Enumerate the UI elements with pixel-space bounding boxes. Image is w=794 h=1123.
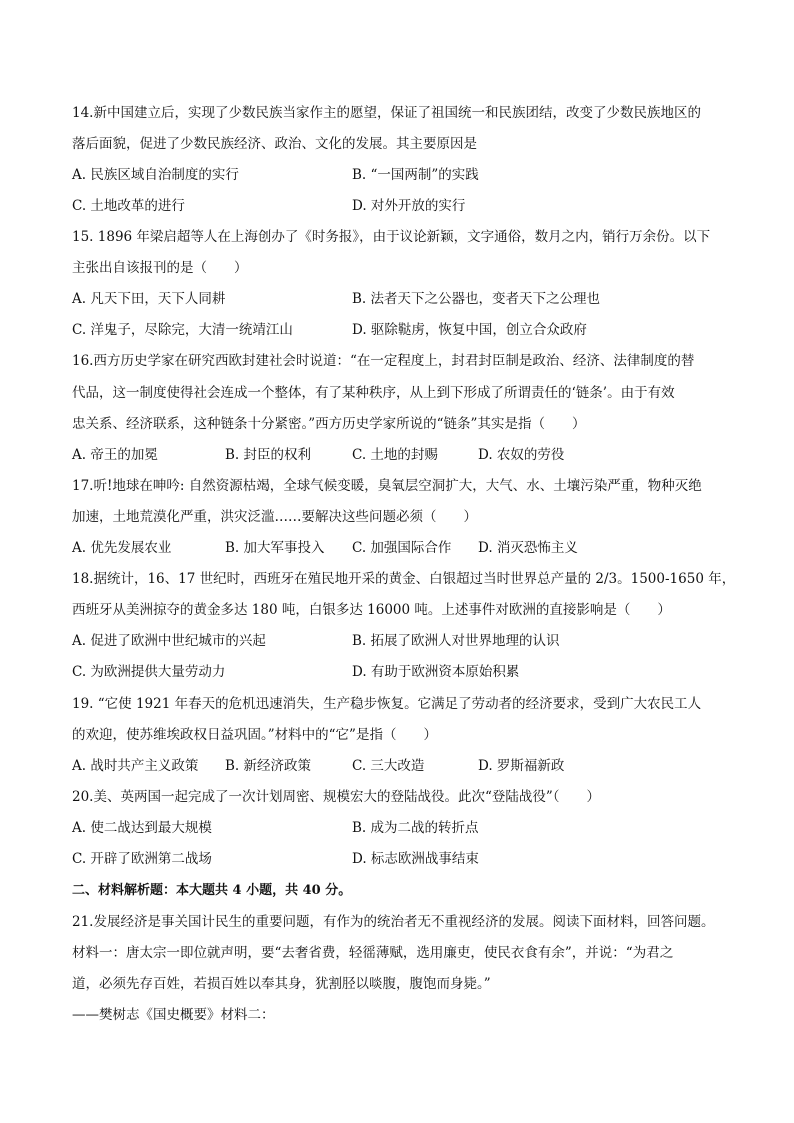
q14-stem-line-1: 14.新中国建立后，实现了少数民族当家作主的愿望，保证了祖国统一和民族团结，改变了少数民族地区的 <box>72 105 701 121</box>
q18-option-c: C. 为欧洲提供大量劳动力 <box>72 664 226 680</box>
q17-option-b: B. 加大军事投入 <box>225 540 325 556</box>
q21-source-line: ——樊树志《国史概要》材料二： <box>72 1007 275 1023</box>
q18-option-b: B. 拓展了欧洲人对世界地理的认识 <box>352 633 560 649</box>
q16-option-b: B. 封臣的权利 <box>225 447 312 463</box>
q19-stem-line-2: 的欢迎，使苏维埃政权日益巩固。”材料中的“它”是指（ ） <box>72 727 437 743</box>
q17-option-c: C. 加强国际合作 <box>352 540 452 556</box>
q14-option-c: C. 土地改革的进行 <box>72 198 185 214</box>
q17-stem-line-2: 加速，土地荒漠化严重，洪灾泛滥……要解决这些问题必须（ ） <box>72 509 477 525</box>
q15-option-c: C. 洋鬼子，尽除完，大清一统靖江山 <box>72 322 293 338</box>
q18-stem-line-1: 18.据统计，16、17 世纪时，西班牙在殖民地开采的黄金、白银超过当时世界总产量的 2/3。1500-1650 年， <box>72 571 736 587</box>
q15-option-b: B. 法者天下之公器也，变者天下之公理也 <box>352 291 601 307</box>
q14-option-b: B. “一国两制”的实践 <box>352 167 479 183</box>
q19-option-a: A. 战时共产主义政策 <box>72 758 199 774</box>
q17-option-a: A. 优先发展农业 <box>72 540 172 556</box>
q18-option-d: D. 有助于欧洲资本原始积累 <box>352 664 520 680</box>
q20-option-a: A. 使二战达到最大规模 <box>72 820 212 836</box>
q16-option-a: A. 帝王的加冕 <box>72 447 158 463</box>
q18-option-a: A. 促进了欧洲中世纪城市的兴起 <box>72 633 266 649</box>
q14-option-a: A. 民族区域自治制度的实行 <box>72 167 239 183</box>
section-2-heading: 二、材料解析题：本大题共 4 小题，共 40 分。 <box>72 883 352 898</box>
q15-stem-line-2: 主张出自该报刊的是（ ） <box>72 260 248 276</box>
q21-stem-line-1: 21.发展经济是事关国计民生的重要问题，有作为的统治者无不重视经济的发展。阅读下面材料，回答问题。 <box>72 914 715 930</box>
q15-option-d: D. 驱除鞑虏，恢复中国，创立合众政府 <box>352 322 587 338</box>
q14-option-d: D. 对外开放的实行 <box>352 198 466 214</box>
q15-stem-line-1: 15. 1896 年梁启超等人在上海创办了《时务报》，由于议论新颖，文字通俗，数月之内，销行万余份。以下 <box>72 229 711 245</box>
q19-stem-line-1: 19. “它使 1921 年春天的危机迅速消失，生产稳步恢复。它满足了劳动者的经济要求，受到广大农民工人 <box>72 696 702 712</box>
q21-material-1-line-1: 材料一：唐太宗一即位就声明，要“去奢省费，轻徭薄赋，选用廉吏，使民衣食有余”，并说：“为君之 <box>72 945 674 961</box>
q20-option-d: D. 标志欧洲战事结束 <box>352 851 479 867</box>
q20-stem-line-1: 20.美、英两国一起完成了一次计划周密、规模宏大的登陆战役。此次“登陆战役”（ ） <box>72 789 601 805</box>
q16-option-c: C. 土地的封赐 <box>352 447 438 463</box>
q17-stem-line-1: 17.听!地球在呻吟: 自然资源枯竭，全球气候变暖，臭氧层空洞扩大，大气、水、土壤污染严重，物种灭绝 <box>72 478 702 494</box>
q19-option-c: C. 三大改造 <box>352 758 425 774</box>
q16-stem-line-2: 代品，这一制度使得社会连成一个整体，有了某种秩序，从上到下形成了所谓责任的‘链条’。由于有效 <box>72 385 675 401</box>
q20-option-b: B. 成为二战的转折点 <box>352 820 479 836</box>
q19-option-b: B. 新经济政策 <box>225 758 312 774</box>
q16-stem-line-3: 忠关系、经济联系，这种链条十分紧密。”西方历史学家所说的“链条”其实是指（ ） <box>72 416 586 432</box>
q19-option-d: D. 罗斯福新政 <box>478 758 565 774</box>
q14-stem-line-2: 落后面貌，促进了少数民族经济、政治、文化的发展。其主要原因是 <box>72 136 477 152</box>
q18-stem-line-2: 西班牙从美洲掠夺的黄金多达 180 吨，白银多达 16000 吨。上述事件对欧洲的直接影响是（ ） <box>72 602 671 618</box>
q16-stem-line-1: 16.西方历史学家在研究西欧封建社会时说道：“在一定程度上，封君封臣制是政治、经济、法律制度的替 <box>72 353 695 369</box>
q20-option-c: C. 开辟了欧洲第二战场 <box>72 851 212 867</box>
q16-option-d: D. 农奴的劳役 <box>478 447 565 463</box>
q15-option-a: A. 凡天下田，天下人同耕 <box>72 291 226 307</box>
q17-option-d: D. 消灭恐怖主义 <box>478 540 578 556</box>
q21-material-1-line-2: 道，必须先存百姓，若损百姓以奉其身，犹割胫以啖腹，腹饱而身毙。” <box>72 976 491 992</box>
